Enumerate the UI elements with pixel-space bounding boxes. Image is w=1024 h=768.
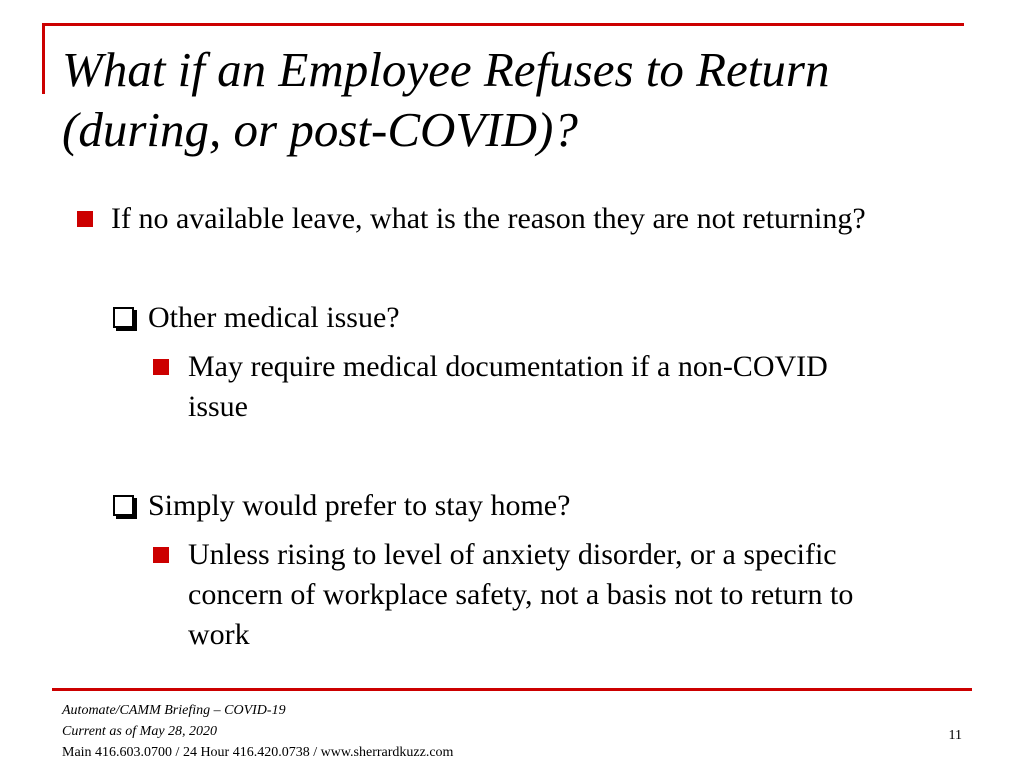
footer-rule xyxy=(52,688,972,691)
section-2-detail-line-2: concern of workplace safety, not a basis not to return to xyxy=(188,578,854,611)
section-2-heading: Simply would prefer to stay home? xyxy=(148,489,571,522)
footer-contact: Main 416.603.0700 / 24 Hour 416.420.0738 / www.sherrardkuzz.com xyxy=(62,745,454,760)
section-1-detail-line-2: issue xyxy=(188,390,248,423)
section-2-detail-line-3: work xyxy=(188,618,250,651)
title-accent-rule xyxy=(42,23,964,26)
slide-title-line-1: What if an Employee Refuses to Return xyxy=(62,42,830,97)
bullet-square-icon xyxy=(153,547,169,563)
page-number: 11 xyxy=(948,728,962,743)
section-2-detail-line-1: Unless rising to level of anxiety disorder, or a specific xyxy=(188,538,837,571)
bullet-square-icon xyxy=(77,211,93,227)
section-1-detail xyxy=(188,347,828,427)
checkbox-bullet-icon xyxy=(113,495,134,516)
section-1-heading: Other medical issue? xyxy=(148,301,400,334)
footer-date: Current as of May 28, 2020 xyxy=(62,724,218,739)
section-2-detail xyxy=(188,535,853,655)
slide-title xyxy=(62,40,962,160)
footer xyxy=(62,700,453,763)
checkbox-bullet-icon xyxy=(113,307,134,328)
bullet-square-icon xyxy=(153,359,169,375)
slide-title-line-2: (during, or post-COVID)? xyxy=(62,102,578,157)
footer-briefing: Automate/CAMM Briefing – COVID-19 xyxy=(62,703,286,718)
title-accent-bar xyxy=(42,23,45,94)
section-1-detail-line-1: May require medical documentation if a non-COVID xyxy=(188,350,828,383)
main-bullet-text: If no available leave, what is the reason they are not returning? xyxy=(111,202,866,235)
